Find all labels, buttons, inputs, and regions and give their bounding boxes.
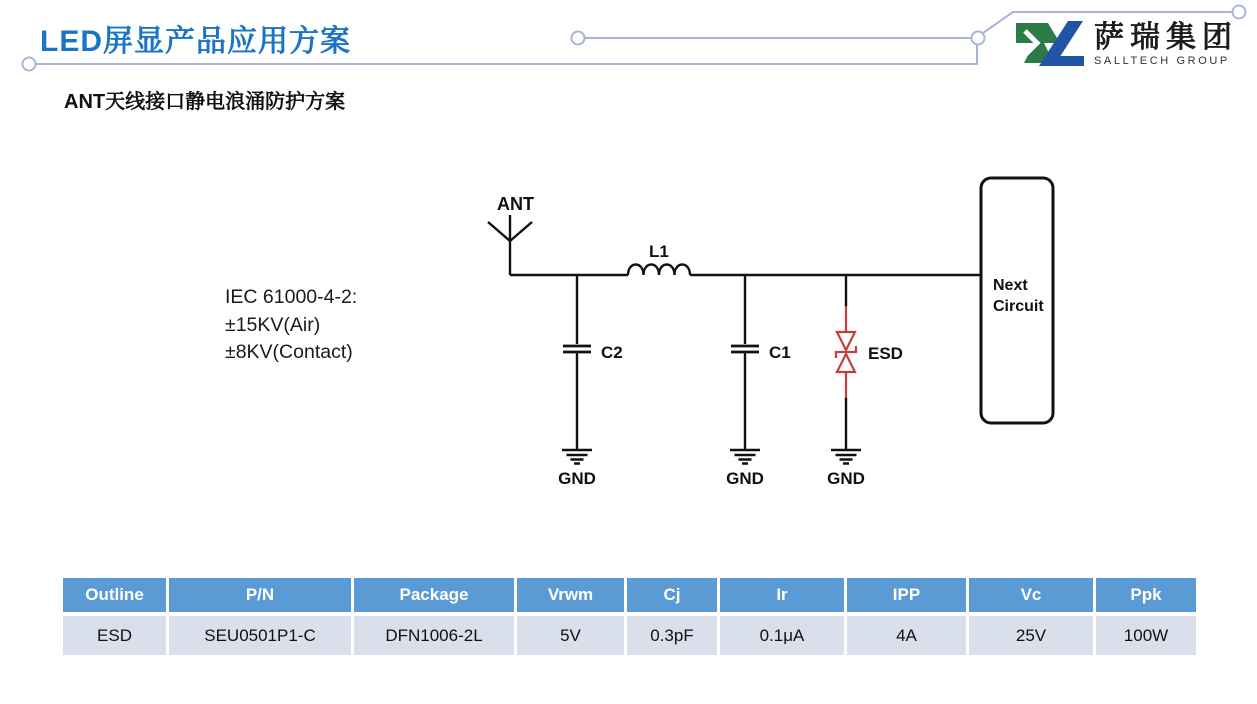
spec-table-header-row [63, 578, 1196, 612]
cell-pn: SEU0501P1-C [169, 616, 354, 655]
gnd-symbol-2 [730, 450, 760, 464]
iec-note-line3: ±8KV(Contact) [225, 341, 353, 363]
col-header-pn: P/N [169, 578, 354, 612]
company-logo [1016, 20, 1238, 68]
cell-ir: 0.1μA [720, 616, 847, 655]
iec-note-line1: IEC 61000-4-2: [225, 286, 358, 308]
esd-diode-label: ESD [868, 344, 903, 363]
col-header-package: Package [354, 578, 517, 612]
gnd-symbol-1 [562, 450, 592, 464]
cap1-plates [731, 346, 759, 352]
section-subtitle: ANT天线接口静电浪涌防护方案 [64, 91, 346, 113]
spec-table [63, 578, 1196, 655]
col-header-cj: Cj [627, 578, 720, 612]
next-circuit-label: Next Circuit [993, 277, 1044, 315]
cell-outline: ESD [63, 616, 169, 655]
gnd-symbol-3 [831, 450, 861, 464]
col-header-outline: Outline [63, 578, 169, 612]
iec-note-line2: ±15KV(Air) [225, 313, 321, 336]
col-header-ppk: Ppk [1096, 578, 1196, 612]
antenna-label: ANT [497, 194, 534, 214]
col-header-ir: Ir [720, 578, 847, 612]
cell-vrwm: 5V [517, 616, 627, 655]
esd-tvs-diode [836, 306, 856, 398]
col-header-ipp: IPP [847, 578, 969, 612]
spec-table-data-row [63, 616, 1196, 655]
cap2-plates [563, 346, 591, 352]
cell-ipp: 4A [847, 616, 969, 655]
iec-standard-note [225, 284, 357, 367]
antenna-arm-right [510, 222, 532, 241]
inductor-label: L1 [649, 242, 669, 261]
cap1-label: C1 [769, 343, 791, 362]
circuit-wires [488, 215, 981, 464]
gnd-label-2: GND [726, 469, 764, 488]
cap2-label: C2 [601, 343, 623, 362]
col-header-vrwm: Vrwm [517, 578, 627, 612]
cell-package: DFN1006-2L [354, 616, 517, 655]
cell-cj: 0.3pF [627, 616, 720, 655]
logo-text-block [1094, 22, 1238, 67]
cell-vc: 25V [969, 616, 1096, 655]
inductor-coil [628, 265, 690, 276]
logo-company-name-en: SALLTECH GROUP [1094, 55, 1230, 67]
col-header-vc: Vc [969, 578, 1096, 612]
gnd-label-1: GND [558, 469, 596, 488]
salltech-logo-icon [1016, 20, 1084, 68]
cell-ppk: 100W [1096, 616, 1196, 655]
page-title: LED屏显产品应用方案 [40, 25, 351, 58]
gnd-label-3: GND [827, 469, 865, 488]
antenna-arm-left [488, 222, 510, 241]
logo-company-name-cn: 萨瑞集团 [1094, 21, 1238, 54]
